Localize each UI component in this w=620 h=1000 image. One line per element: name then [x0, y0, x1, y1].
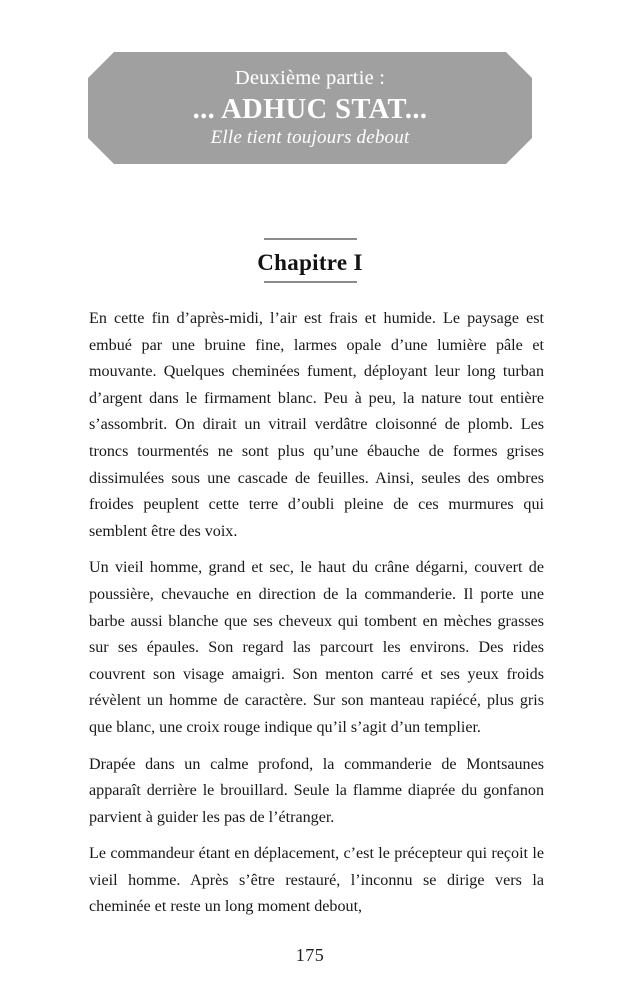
chapter-title: Chapitre I: [257, 250, 363, 275]
part-kicker: Deuxième partie :: [234, 67, 386, 90]
paragraph: En cette fin d’après-midi, l’air est frais et humide. Le paysage est embué par une bruine fine, larmes opale d’une lumière pâle et mouvante. Quelques cheminées fument, déployant leur long turban d’argent dans le firmament blanc. Peu à peu, la nature tout entière s’assombrit. On dirait un vitrail verdâtre cloisonné de plomb. Les troncs tourmentés ne sont plus qu’une ébauche de formes grises dissimulées sous une cascade de feuilles. Ainsi, seules des ombres froides peuplent cette terre d’oubli pleine de ces murmures qui semblent être des voix.: [89, 310, 544, 540]
part-subtitle: Elle tient toujours debout: [210, 126, 410, 148]
page-number: 175: [295, 945, 325, 965]
chapter-rule-top: [264, 238, 357, 240]
part-title: ... ADHUC STAT...: [192, 93, 428, 125]
part-banner-content: [88, 52, 532, 164]
paragraph: Drapée dans un calme profond, la commanderie de Montsaunes apparaît derrière le brouillard. Seule la flamme diaprée du gonfanon parvient à guider les pas de l’étranger.: [89, 755, 544, 826]
paragraph: Le commandeur étant en déplacement, c’est le précepteur qui reçoit le vieil homme. Après s’être restauré, l’inconnu se dirige vers la cheminée et reste un long moment debout,: [89, 845, 544, 916]
part-title-banner: [88, 52, 532, 164]
chapter-rule-bottom: [264, 281, 357, 283]
chapter-heading: [0, 238, 620, 283]
paragraph: Un vieil homme, grand et sec, le haut du crâne dégarni, couvert de poussière, chevauche en direction de la commanderie. Il porte une barbe aussi blanche que ses cheveux qui tombent en mèches grasses sur ses épaules. Son regard las parcourt les environs. Des rides couvrent son visage amaigri. Son menton carré et ses yeux froids révèlent un homme de caractère. Sur son manteau rapiécé, plus gris que blanc, une croix rouge indique qu’il s’agit d’un templier.: [89, 559, 544, 736]
body-text: [89, 306, 544, 921]
